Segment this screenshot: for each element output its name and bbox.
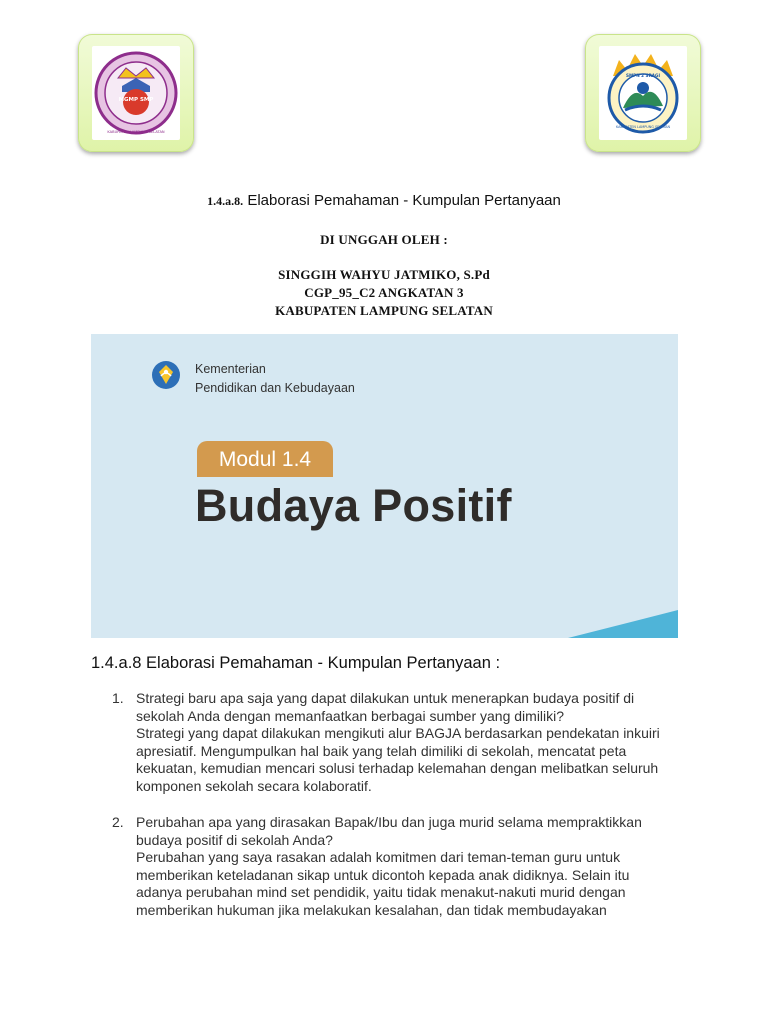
qa-line: sekolah Anda dengan memanfaatkan berbagai sumber yang dimiliki?: [136, 707, 565, 724]
mgmp-logo-frame: [78, 34, 194, 152]
ministry-name: [195, 360, 355, 398]
qa-item-text: [136, 814, 642, 920]
author-class: CGP_95_C2 ANGKATAN 3: [304, 285, 464, 300]
document-title-text: Elaborasi Pemahaman - Kumpulan Pertanyaan: [247, 192, 561, 209]
tut-wuri-handayani-icon: [151, 360, 181, 390]
smpn-ring-bottom-text: KABUPATEN LAMPUNG SELATAN: [616, 125, 670, 129]
author-region: KABUPATEN LAMPUNG SELATAN: [275, 303, 493, 318]
ministry-line-1: Kementerian: [195, 362, 266, 376]
module-banner: [91, 334, 678, 638]
smpn-2-sragi-emblem-icon: [599, 46, 687, 140]
qa-item-number: 1.: [112, 690, 124, 706]
qa-item-text: [136, 690, 660, 796]
qa-line: memberikan hukuman jika melakukan kesalahan, dan tidak membudayakan: [136, 901, 607, 918]
section-heading: 1.4.a.8 Elaborasi Pemahaman - Kumpulan Pertanyaan :: [91, 654, 501, 672]
module-badge: Modul 1.4: [197, 441, 333, 477]
qa-line: Strategi baru apa saja yang dapat dilakukan untuk menerapkan budaya positif di: [136, 690, 635, 706]
banner-title: Budaya Positif: [195, 480, 512, 531]
mgmp-center-text: MGMP SMP: [118, 97, 154, 103]
qa-line: budaya positif di sekolah Anda?: [136, 831, 333, 848]
qa-line: Perubahan apa yang dirasakan Bapak/Ibu dan juga murid selama mempraktikkan: [136, 814, 642, 830]
qa-line: memberikan keteladanan sikap untuk dicontoh kepada anak didiknya. Selain itu: [136, 866, 630, 883]
qa-item-number: 2.: [112, 814, 124, 830]
smpn-ring-top-text: SMPN 2 SRAGI: [625, 73, 661, 78]
qa-line: komponen sekolah secara kolaboratif.: [136, 777, 372, 794]
qa-line: apresiatif. Mengumpulkan hal baik yang telah dimiliki di sekolah, mencatat peta: [136, 742, 627, 759]
mgmp-logo: [92, 46, 180, 140]
uploaded-by-label: DI UNGGAH OLEH :: [320, 232, 448, 247]
qa-line: kekuatan, kemudian mencari solusi terhadap kelemahan dengan melibatkan seluruh: [136, 760, 659, 777]
qa-line: Strategi yang dapat dilakukan mengikuti alur BAGJA berdasarkan pendekatan inkuiri: [136, 725, 660, 742]
smpn-logo-frame: [585, 34, 701, 152]
qa-line: Perubahan yang saya rasakan adalah komitmen dari teman-teman guru untuk: [136, 849, 621, 866]
document-title-number: 1.4.a.8.: [207, 194, 244, 208]
ministry-line-2: Pendidikan dan Kebudayaan: [195, 381, 355, 395]
mgmp-smp-emblem-icon: [92, 46, 180, 140]
banner-corner-accent: [568, 610, 678, 638]
qa-line: adanya perubahan mind set pendidik, yaitu tidak menakut-nakuti murid dengan: [136, 884, 626, 901]
mgmp-ring-text: KABUPATEN LAMPUNG SELATAN: [107, 130, 165, 134]
smpn-logo: [599, 46, 687, 140]
author-name: SINGGIH WAHYU JATMIKO, S.Pd: [278, 267, 490, 282]
document-title: [0, 192, 768, 209]
